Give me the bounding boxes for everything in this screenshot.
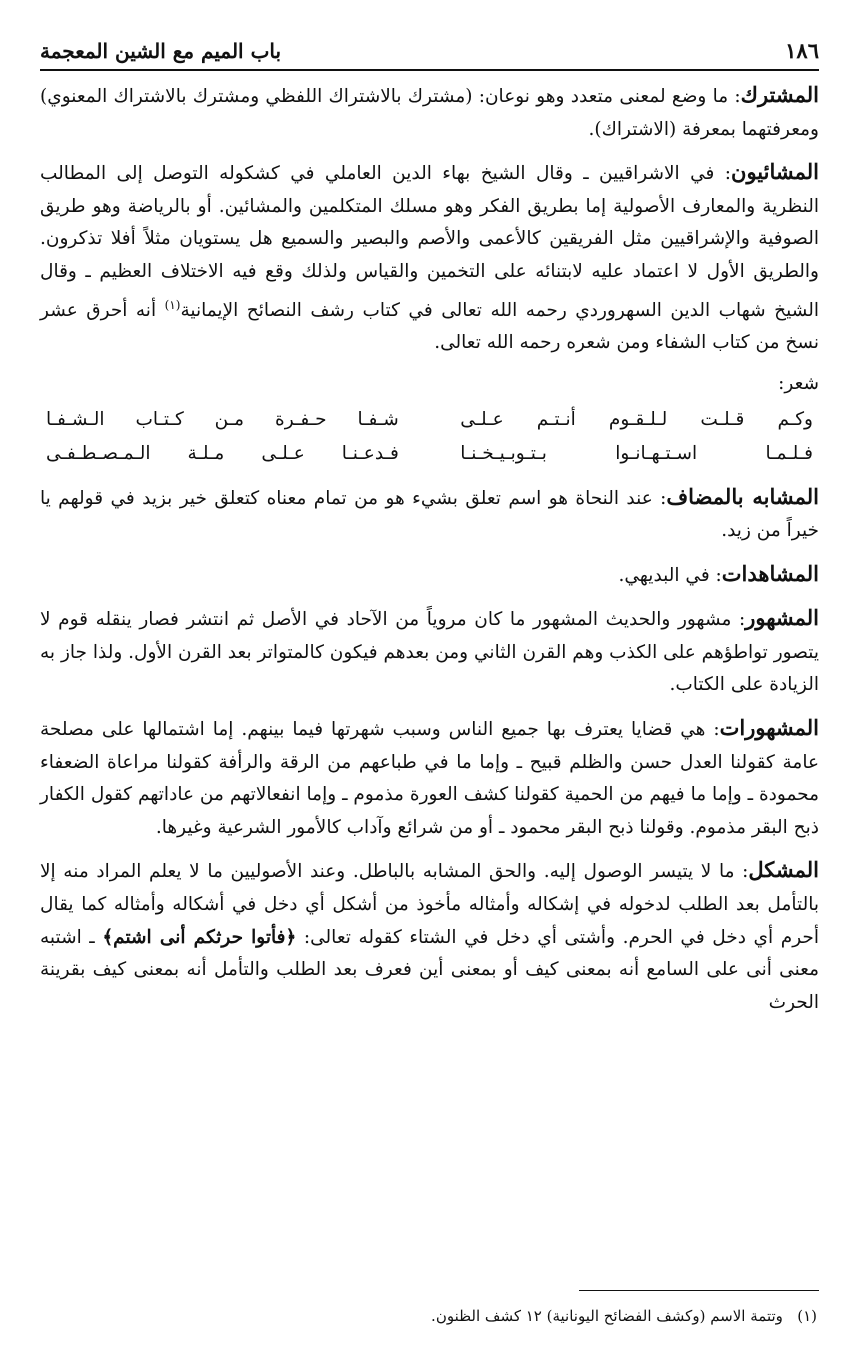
footnote-separator xyxy=(579,1290,819,1291)
verse-second-hemistich: شـفـا حـفـرة مـن كـتـاب الـشـفـا xyxy=(46,408,399,430)
quran-quote: ﴿فأتوا حرثكم أنى اشتم﴾ xyxy=(102,926,297,948)
entry-mashaiyun xyxy=(40,156,819,360)
page-number: ١٨٦ xyxy=(785,38,819,63)
entry-text: : هي قضايا يعترف بها جميع الناس وسبب شهرتها فيما بينهم. إما اشتمالها على مصلحة عامة كقولنا العدل حسن والظلم قبيح ـ وإما ما في طباعهم من الرقة والرأفة كقولنا مراعاة الضعفاء محمودة ـ وإما ما فيهم من الحمية كقولنا كشف العورة مذموم ـ وإما انفعالاتهم من عاداتهم كقول الكفار ذبح البقر مذموم. وقولنا ذبح البقر محمود ـ أو من شرائع وآداب كالأمور الشرعية وغيرها. xyxy=(40,719,819,838)
page-header xyxy=(40,38,819,71)
entry-text: : عند النحاة هو اسم تعلق بشيء هو من تمام معناه كتعلق خير بزيد في قولهم يا خيراً من زيد. xyxy=(40,487,819,542)
entry-text: : ما لا يتيسر الوصول إليه. والحق المشابه بالباطل. وعند الأصوليين ما لا يعلم المراد منه إلا بالتأمل بعد الطلب لدخوله في إشكاله وأمثاله مأخوذ من أشكل أي دخل في أشكاله وأمثاله كما يقال أحرم أي دخل في الحرم. وأشتى أي دخل في الشتاء كقوله تعالى: xyxy=(40,861,819,948)
page-body xyxy=(40,79,819,1019)
entry-mashhurat xyxy=(40,712,819,844)
entry-text: : ما وضع لمعنى متعدد وهو نوعان: (مشترك بالاشتراك اللفظي ومشترك بالاشتراك المعنوي) ومعرفتهما بمعرفة (الاشتراك). xyxy=(40,86,819,140)
verse-first-hemistich: فـلـمـا اسـتـهـانـوا بـتـوبـيـخـنـا xyxy=(460,442,813,464)
poem-verse xyxy=(40,403,819,437)
entry-term: المشابه بالمضاف xyxy=(666,483,820,509)
entry-term: المشهور xyxy=(745,605,819,631)
entry-text-continued: أنه أحرق عشر نسخ من كتاب الشفاء ومن شعره رحمه الله تعالى. xyxy=(40,299,819,354)
entry-mushahadat xyxy=(40,558,819,593)
verse-first-hemistich: وكـم قـلـت لـلـقـوم أنـتـم عـلـى xyxy=(460,408,813,430)
entry-term: المشاهدات xyxy=(721,560,819,586)
footnote-marker: (١) xyxy=(797,1307,817,1325)
entry-term: المشائيون xyxy=(731,159,819,185)
chapter-title: باب الميم مع الشين المعجمة xyxy=(40,39,282,63)
entry-term: المشترك xyxy=(740,82,819,107)
footnote-text: وتتمة الاسم (وكشف الفضائح اليونانية) ١٢ كشف الظنون. xyxy=(431,1307,783,1325)
footnote xyxy=(40,1304,817,1328)
poem-verse xyxy=(40,437,819,471)
poem-intro: شعر: xyxy=(778,372,819,394)
entry-mushtarak xyxy=(40,79,819,146)
footnote-ref: (١) xyxy=(164,297,181,312)
verse-second-hemistich: فـدعـنـا عـلـى مـلـة الـمـصـطـفـى xyxy=(46,442,399,464)
entry-mushkil xyxy=(40,854,819,1019)
entry-term: المشكل xyxy=(748,857,819,883)
entry-text-continued: ـ اشتبه معنى أنى على السامع أنه بمعنى كيف أو بمعنى أين فعرف بعد الطلب والتأمل أنه بمعنى كيف بقرينة الحرث xyxy=(40,926,819,1013)
entry-term: المشهورات xyxy=(719,715,819,741)
entry-mashhur xyxy=(40,602,819,702)
entry-text: : مشهور والحديث المشهور ما كان مروياً من الآحاد في الأصل ثم انتشر فصار ينقله قوم لا يتصور تواطؤهم على الكذب وهم القرن الثاني ومن بعدهم فيكون كالمتواتر بعد القرن الأول. ولذا جاز به الزيادة على الكتاب. xyxy=(40,609,819,696)
entry-mushabih-bil-mudaf xyxy=(40,481,819,548)
entry-text: : في الاشراقيين ـ وقال الشيخ بهاء الدين العاملي في كشكوله التوصل إلى المطالب النظرية والمعارف الأصولية إما بطريق الفكر وهو مسلك المتكلمين والمشائين. أو بالرياضة وهو طريق الصوفية والإشراقيين مثل الفريقين كالأعمى والأصم والبصير والسميع هل يستويان مثلاً أفلا تذكرون. والطريق الأول لا اعتماد عليه لابتنائه على التخمين والقياس ولذلك وقع فيه الاختلاف العظيم ـ وقال الشيخ شهاب الدين السهروردي رحمه الله تعالى في كتاب رشف النصائح الإيمانية xyxy=(40,163,819,321)
entry-text: : في البديهي. xyxy=(618,564,722,586)
